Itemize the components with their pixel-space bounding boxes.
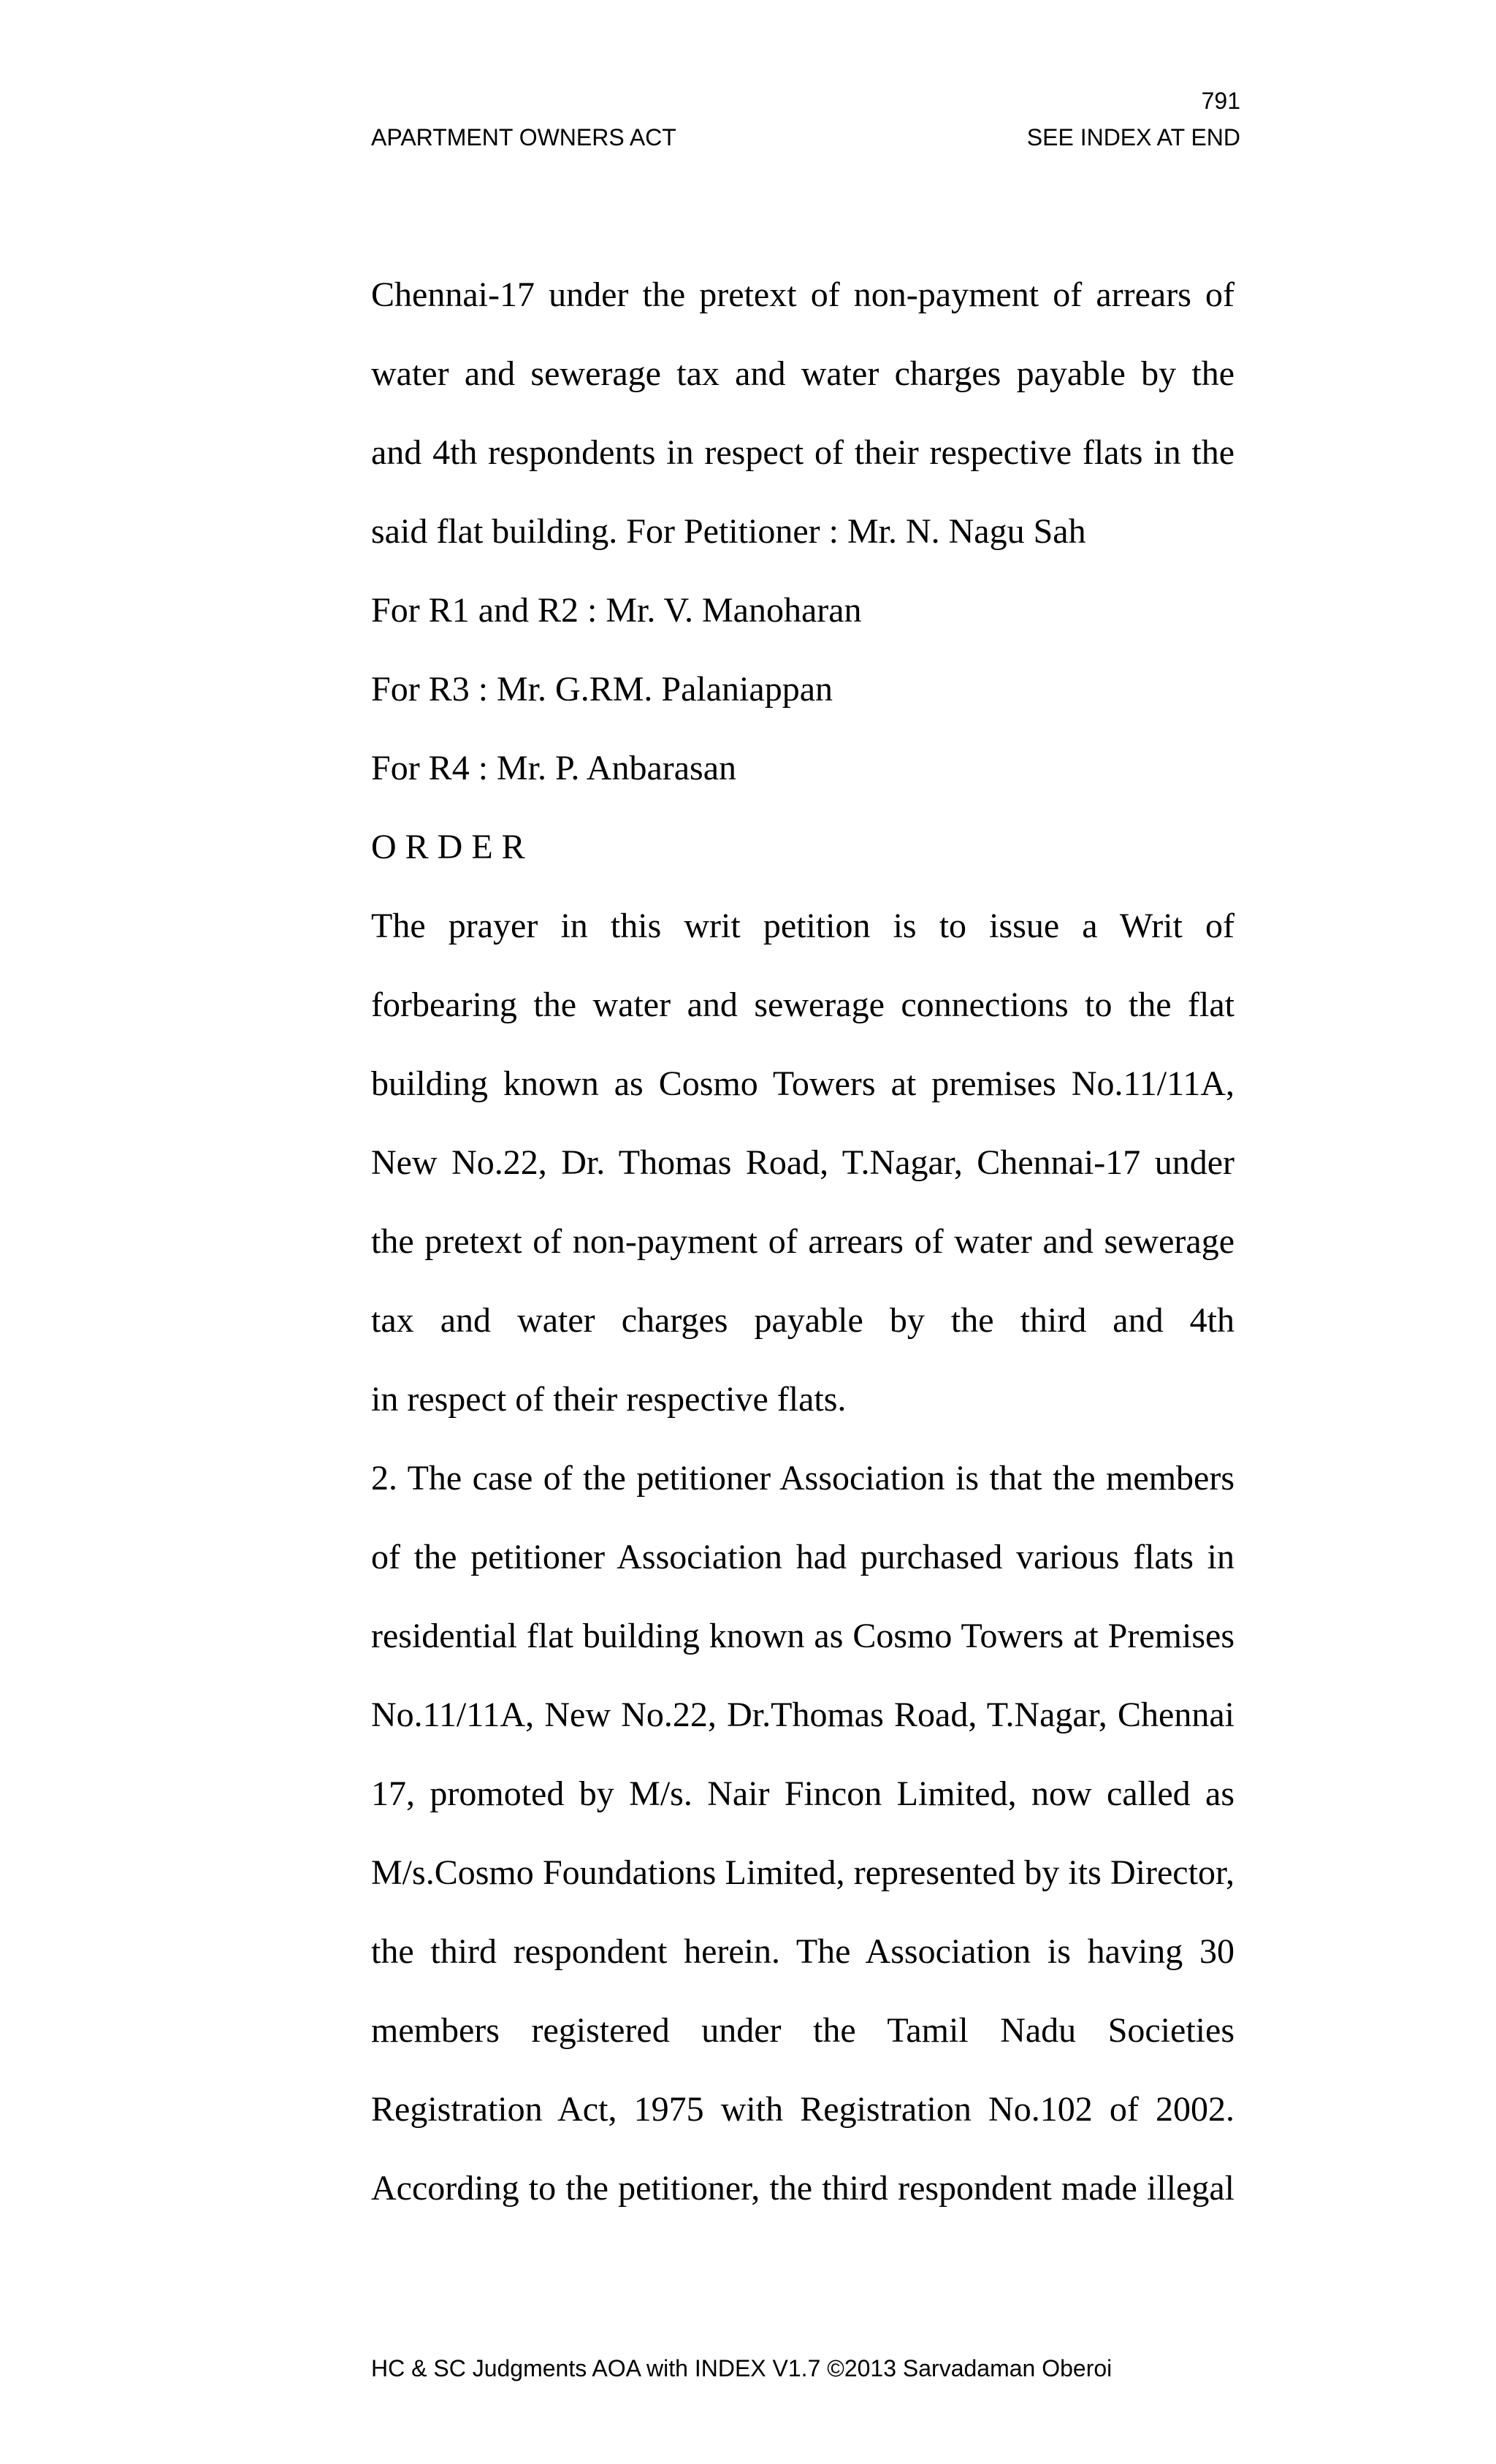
body-line: New No.22, Dr. Thomas Road, T.Nagar, Chennai-17 under (371, 1143, 1234, 1182)
body-line: The prayer in this writ petition is to issue a Writ of (371, 907, 1234, 945)
running-header-index-note: SEE INDEX AT END (1026, 124, 1240, 150)
body-line: of the petitioner Association had purchased various flats in (371, 1538, 1234, 1576)
body-line: in respect of their respective flats. (371, 1380, 847, 1419)
body-line: members registered under the Tamil Nadu Societies (371, 2011, 1234, 2050)
body-line: the pretext of non-payment of arrears of water and sewerage (371, 1222, 1234, 1261)
body-line: and 4th respondents in respect of their respective flats in the (371, 433, 1234, 472)
body-line: No.11/11A, New No.22, Dr.Thomas Road, T.Nagar, Chennai (371, 1696, 1234, 1734)
body-line: tax and water charges payable by the third and 4th (371, 1301, 1234, 1340)
body-line: said flat building. For Petitioner : Mr. N. Nagu Sah (371, 512, 1086, 551)
body-line: forbearing the water and sewerage connections to the flat (371, 985, 1234, 1024)
body-line: 2. The case of the petitioner Association is that the members (371, 1459, 1234, 1498)
body-line: According to the petitioner, the third respondent made illegal (371, 2169, 1234, 2208)
page-number: 791 (1201, 88, 1240, 114)
body-text (371, 256, 1234, 2228)
body-line: 17, promoted by M/s. Nair Fincon Limited, now called as (371, 1774, 1234, 1813)
counsel-line: For R4 : Mr. P. Anbarasan (371, 749, 737, 787)
body-line: water and sewerage tax and water charges payable by the (371, 354, 1234, 393)
body-line: Registration Act, 1975 with Registration No.102 of 2002. (371, 2090, 1234, 2129)
body-line: Chennai-17 under the pretext of non-payment of arrears of (371, 275, 1234, 314)
footer-copyright: HC & SC Judgments AOA with INDEX V1.7 ©2013 Sarvadaman Oberoi (371, 2355, 1113, 2381)
counsel-line: For R1 and R2 : Mr. V. Manoharan (371, 591, 862, 630)
body-line: M/s.Cosmo Foundations Limited, represented by its Director, (371, 1853, 1234, 1892)
running-header-title: APARTMENT OWNERS ACT (371, 124, 676, 150)
body-line: the third respondent herein. The Association is having 30 (371, 1932, 1234, 1971)
order-heading: O R D E R (371, 828, 525, 866)
body-line: residential flat building known as Cosmo Towers at Premises (371, 1617, 1234, 1655)
counsel-line: For R3 : Mr. G.RM. Palaniappan (371, 670, 833, 709)
body-line: building known as Cosmo Towers at premises No.11/11A, (371, 1064, 1234, 1103)
